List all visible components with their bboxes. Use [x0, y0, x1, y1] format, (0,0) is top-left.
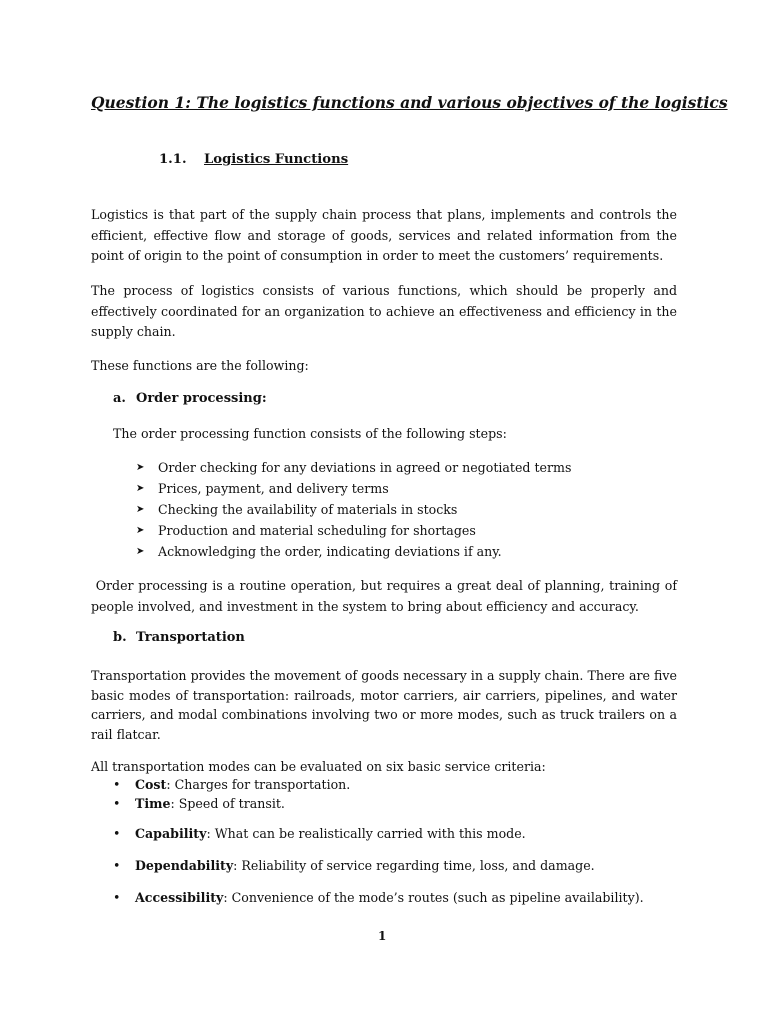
- page-title: Question 1: The logistics functions and various objectives of the logistics: [91, 93, 728, 112]
- bullet-dot-icon: •: [113, 777, 121, 792]
- paragraph-definition: Logistics is that part of the supply chain process that plans, implements and controls the efficient, effective flow and storage of goods, services and related information from the point of origin to the point of consumption in order to meet the customers’ requirements.: [91, 207, 677, 263]
- order-processing-intro: The order processing function consists of the following steps:: [113, 426, 507, 441]
- subsection-letter: a.: [113, 391, 126, 406]
- subsection-heading: Order processing:: [136, 391, 267, 406]
- page-number: 1: [378, 929, 387, 943]
- list-item: • Accessibility: Convenience of the mode’s routes (such as pipeline availability).: [113, 890, 644, 905]
- section-title: Logistics Functions: [204, 152, 349, 167]
- arrowhead-icon: ➤: [136, 504, 145, 515]
- list-item: • Dependability: Reliability of service regarding time, loss, and damage.: [113, 858, 595, 873]
- subsection-transportation: [113, 630, 245, 645]
- order-processing-summary: Order processing is a routine operation, but requires a great deal of planning, training of people involved, and investment in the system to bring about efficiency and accuracy.: [91, 578, 682, 614]
- subsection-letter: b.: [113, 630, 127, 645]
- arrowhead-icon: ➤: [136, 546, 145, 557]
- list-item: • Cost: Charges for transportation.: [113, 777, 351, 792]
- bullet-dot-icon: •: [113, 858, 121, 873]
- list-item: ➤ Order checking for any deviations in agreed or negotiated terms: [136, 457, 696, 478]
- list-item: ➤ Production and material scheduling for shortages: [136, 520, 696, 541]
- paragraph-functions-intro: These functions are the following:: [91, 358, 309, 373]
- list-item: • Capability: What can be realistically carried with this mode.: [113, 826, 526, 841]
- criteria-intro: All transportation modes can be evaluated on six basic service criteria:: [91, 759, 546, 774]
- arrowhead-icon: ➤: [136, 462, 145, 473]
- paragraph-process: The process of logistics consists of various functions, which should be properly and effectively coordinated for an organization to achieve an effectiveness and efficiency in the supply chain.: [91, 283, 677, 339]
- bullet-dot-icon: •: [113, 796, 121, 811]
- bullet-dot-icon: •: [113, 826, 121, 841]
- arrowhead-icon: ➤: [136, 483, 145, 494]
- arrowhead-icon: ➤: [136, 525, 145, 536]
- list-item: ➤ Acknowledging the order, indicating deviations if any.: [136, 541, 696, 562]
- list-item: • Time: Speed of transit.: [113, 796, 285, 811]
- list-item: ➤ Checking the availability of materials in stocks: [136, 499, 696, 520]
- bullet-dot-icon: •: [113, 890, 121, 905]
- subsection-order-processing: [113, 391, 267, 406]
- order-steps-list: [136, 457, 696, 562]
- section-number: 1.1.: [159, 152, 187, 167]
- subsection-heading: Transportation: [136, 630, 245, 645]
- list-item: ➤ Prices, payment, and delivery terms: [136, 478, 696, 499]
- transportation-paragraph: Transportation provides the movement of goods necessary in a supply chain. There are five basic modes of transportation: railroads, motor carriers, air carriers, pipelines, and water carriers, and modal combinations involving two or more modes, such as truck trailers on a rail flatcar.: [91, 668, 677, 742]
